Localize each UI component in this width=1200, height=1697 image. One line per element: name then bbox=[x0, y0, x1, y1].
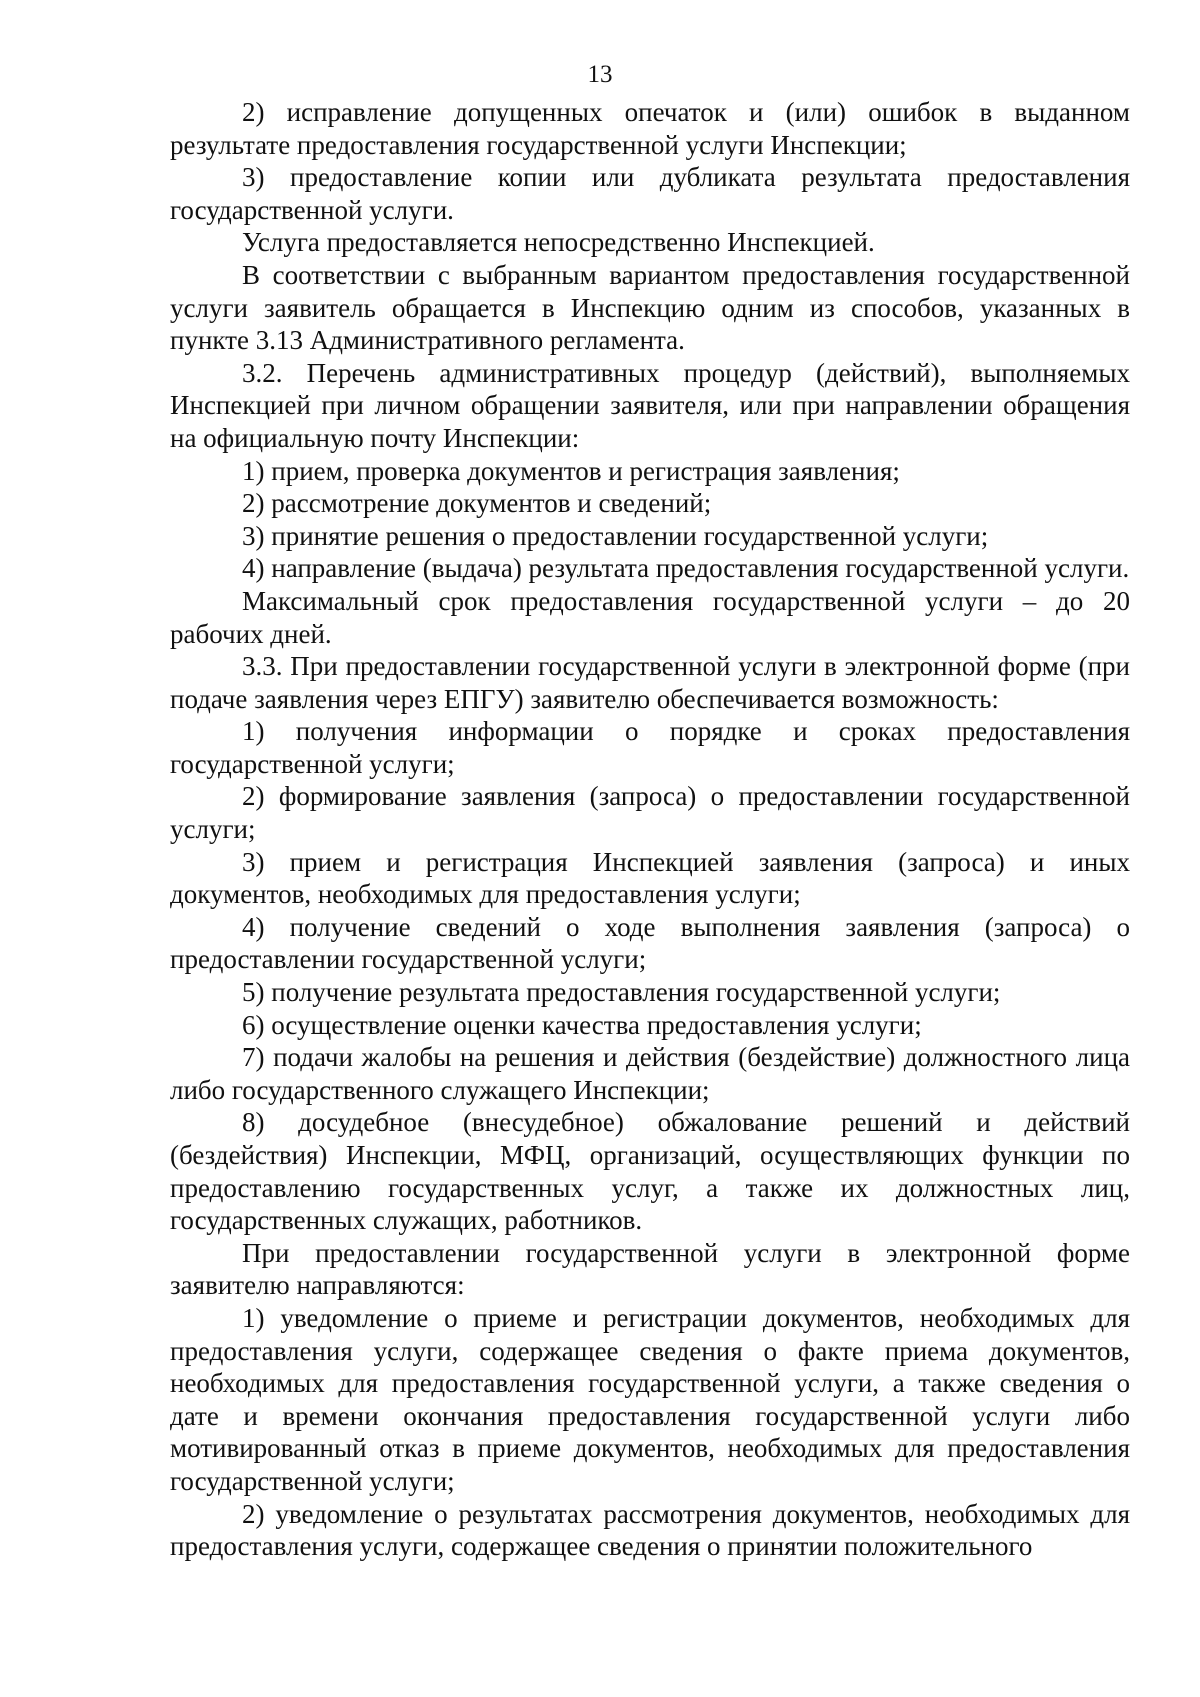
paragraph: При предоставлении государственной услуги в электронной форме заявителю направляются: bbox=[170, 1237, 1130, 1301]
list-item: 5) получение результата предоставления государственной услуги; bbox=[242, 977, 1001, 1008]
list-item: 1) прием, проверка документов и регистрация заявления; bbox=[242, 455, 900, 486]
paragraph: 3.2. Перечень административных процедур (действий), выполняемых Инспекцией при личном обращении заявителя, или при направлении обращения на официальную почту Инспекции: bbox=[170, 357, 1130, 453]
list-item: 1) уведомление о приеме и регистрации документов, необходимых для предоставления услуги, содержащее сведения о факте приема документов, необходимых для предоставления государственной услуги, а также сведения о дате и времени окончания предоставления государственной услуги либо мотивированный отказ в приеме документов, необходимых для предоставления государственной услуги; bbox=[170, 1302, 1130, 1496]
list-item: 1) получения информации о порядке и сроках предоставления государственной услуги; bbox=[170, 716, 1130, 779]
paragraph: Максимальный срок предоставления государственной услуги – до 20 рабочих дней. bbox=[170, 585, 1130, 649]
list-item: 6) осуществление оценки качества предоставления услуги; bbox=[242, 1009, 922, 1040]
list-item: 3) принятие решения о предоставлении государственной услуги; bbox=[242, 520, 989, 551]
list-item: 2) формирование заявления (запроса) о предоставлении государственной услуги; bbox=[170, 781, 1130, 845]
document-body bbox=[170, 96, 1130, 1563]
list-item: 7) подачи жалобы на решения и действия (бездействие) должностного лица либо государственного служащего Инспекции; bbox=[170, 1042, 1130, 1105]
paragraph: Услуга предоставляется непосредственно Инспекцией. bbox=[242, 227, 875, 258]
list-item: 2) рассмотрение документов и сведений; bbox=[242, 488, 712, 519]
page-number: 13 bbox=[587, 61, 613, 88]
list-item: 2) уведомление о результатах рассмотрения документов, необходимых для предоставления услуги, содержащее сведения о принятии положительного bbox=[170, 1498, 1130, 1562]
list-item: 4) направление (выдача) результата предоставления государственной услуги. bbox=[242, 553, 1130, 584]
paragraph: В соответствии с выбранным вариантом предоставления государственной услуги заявитель обращается в Инспекцию одним из способов, указанных в пункте 3.13 Административного регламента. bbox=[170, 259, 1130, 356]
list-item: 3) прием и регистрация Инспекцией заявления (запроса) и иных документов, необходимых для предоставления услуги; bbox=[170, 846, 1130, 910]
list-item: 8) досудебное (внесудебное) обжалование решений и действий (бездействия) Инспекции, МФЦ, организаций, осуществляющих функции по предоставлению государственных услуг, а также их должностных лиц, государственных служащих, работников. bbox=[170, 1107, 1130, 1236]
paragraph: 2) исправление допущенных опечаток и (или) ошибок в выданном результате предоставления государственной услуги Инспекции; bbox=[170, 97, 1130, 160]
list-item: 4) получение сведений о ходе выполнения заявления (запроса) о предоставлении государственной услуги; bbox=[170, 911, 1130, 975]
paragraph: 3) предоставление копии или дубликата результата предоставления государственной услуги. bbox=[170, 162, 1130, 225]
paragraph: 3.3. При предоставлении государственной услуги в электронной форме (при подаче заявления через ЕПГУ) заявителю обеспечивается возможность: bbox=[170, 651, 1130, 714]
